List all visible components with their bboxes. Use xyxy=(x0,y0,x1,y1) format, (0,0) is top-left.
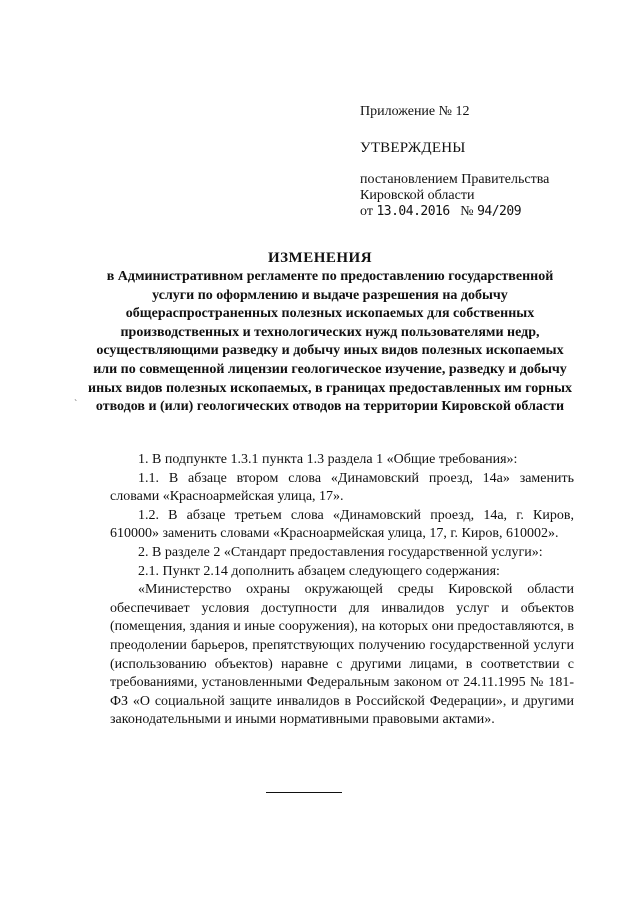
paragraph-2: 2. В разделе 2 «Стандарт предоставления государственной услуги»: xyxy=(138,544,543,560)
paragraph-1-2: 1.2. В абзаце третьем слова «Динамовский проезд, 14а, г. Киров, 610000» заменить словами «Красноармейская улица, 17, г. Киров, 610002». xyxy=(110,507,574,542)
document-title: ИЗМЕНЕНИЯ xyxy=(267,250,373,266)
paragraph-1-1: 1.1. В абзаце втором слова «Динамовский проезд, 14а» заменить словами «Красноармейская улица, 17». xyxy=(110,470,574,505)
decree-line-1: постановлением Правительства xyxy=(360,172,550,187)
date-prefix: от xyxy=(360,204,373,219)
document-subtitle: в Административном регламенте по предоставлению государственной услуги по оформлению и выдаче разрешения на добычу общераспространенных полезных ископаемых для собственных производственных и технологических нужд пользователями недр, осуществляющими разведку и добычу иных видов полезных ископаемых или по совмещенной лицензии геологическое изучение, разведку и добычу иных видов полезных ископаемых, в границах предоставленных им горных отводов и (или) геологических отводов на территории Кировской области xyxy=(88,269,572,415)
decree-date-number-line xyxy=(360,204,610,220)
paragraph-quote: «Министерство охраны окружающей среды Кировской области обеспечивает условия доступности для инвалидов услуг и объектов (помещения, здания и иные сооружения), на которых они предоставляются, в преодолении барьеров, препятствующих получению государственной услуги (использованию объектов) наравне с другими лицами, в соответствии с требованиями, установленными Федеральным законом от 24.11.1995 № 181-ФЗ «О социальной защите инвалидов в Российской Федерации», и другими законодательными и иными нормативными правовыми актами». xyxy=(110,582,574,728)
document-body xyxy=(110,451,574,730)
handwritten-date: 13.04.2016 xyxy=(376,204,450,219)
appendix-number: Приложение № 12 xyxy=(360,104,470,119)
number-prefix: № xyxy=(460,204,474,219)
handwritten-number: 94/209 xyxy=(477,204,522,219)
closing-rule xyxy=(266,792,342,793)
approved-heading: УТВЕРЖДЕНЫ xyxy=(360,140,466,156)
paragraph-2-1: 2.1. Пункт 2.14 дополнить абзацем следующего содержания: xyxy=(138,563,500,579)
decree-line-2: Кировской области xyxy=(360,188,475,203)
approval-block xyxy=(360,104,610,220)
paragraph-1: 1. В подпункте 1.3.1 пункта 1.3 раздела 1 «Общие требования»: xyxy=(138,452,518,467)
stray-mark: ˋ xyxy=(74,399,78,410)
